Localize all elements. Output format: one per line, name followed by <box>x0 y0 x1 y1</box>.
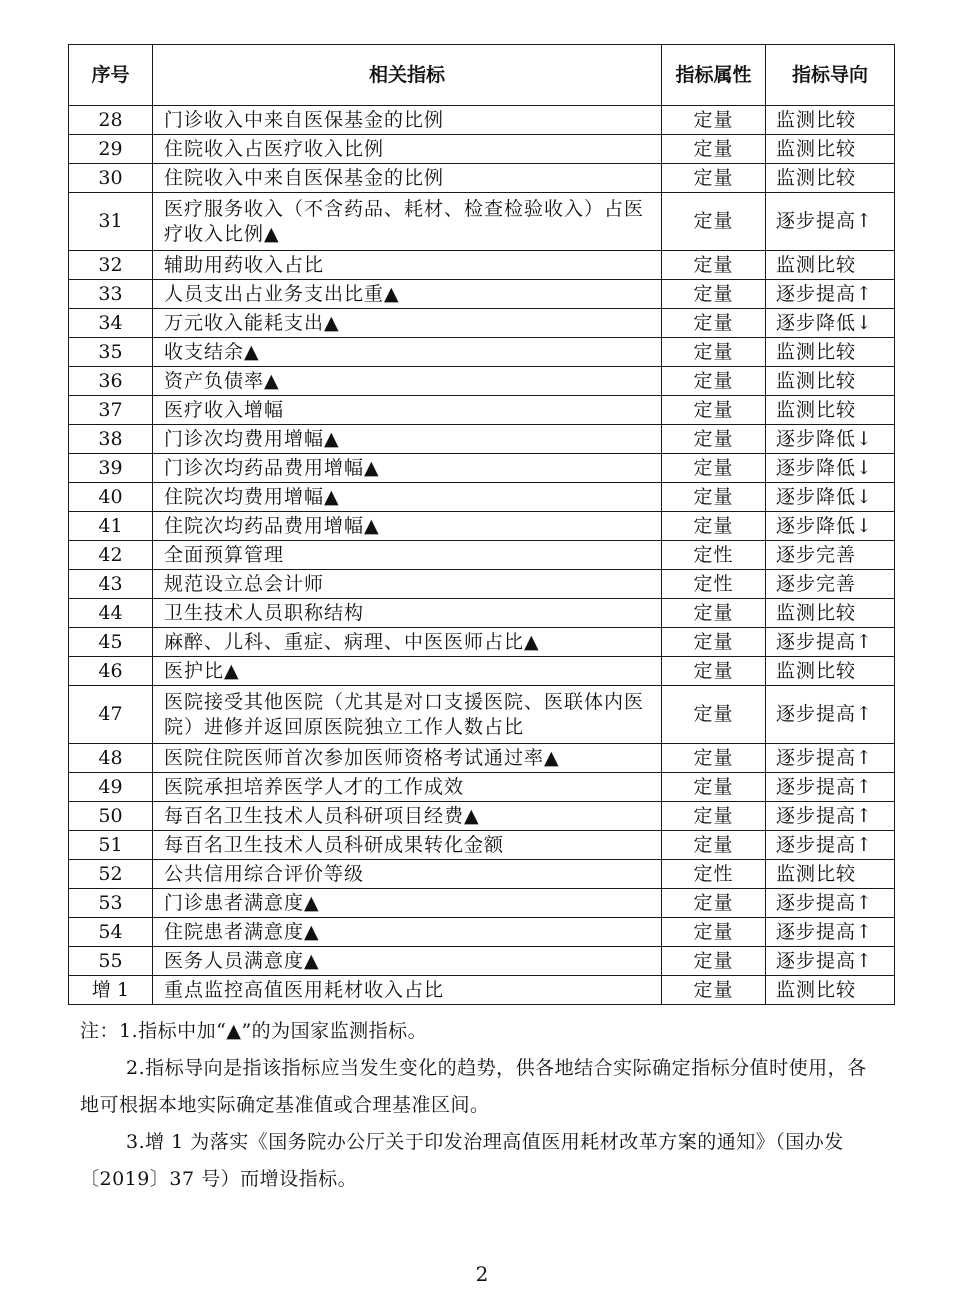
row-direction: 监测比较 <box>766 599 895 628</box>
row-attribute: 定量 <box>662 657 766 686</box>
row-seq: 42 <box>69 541 153 570</box>
row-attribute: 定量 <box>662 106 766 135</box>
header-seq: 序号 <box>69 45 153 106</box>
row-indicator: 每百名卫生技术人员科研项目经费▲ <box>153 802 662 831</box>
row-direction: 监测比较 <box>766 976 895 1005</box>
row-indicator: 住院患者满意度▲ <box>153 918 662 947</box>
row-seq: 45 <box>69 628 153 657</box>
table-row <box>69 657 895 686</box>
row-attribute: 定量 <box>662 744 766 773</box>
table-row <box>69 193 895 251</box>
row-direction: 监测比较 <box>766 367 895 396</box>
row-seq: 43 <box>69 570 153 599</box>
row-direction: 逐步完善 <box>766 570 895 599</box>
row-attribute: 定量 <box>662 918 766 947</box>
row-seq: 41 <box>69 512 153 541</box>
row-attribute: 定量 <box>662 280 766 309</box>
table-row <box>69 338 895 367</box>
table-row <box>69 947 895 976</box>
table-row <box>69 483 895 512</box>
row-attribute: 定量 <box>662 512 766 541</box>
row-direction: 监测比较 <box>766 396 895 425</box>
row-direction: 逐步提高↑ <box>766 831 895 860</box>
row-seq: 39 <box>69 454 153 483</box>
row-attribute: 定量 <box>662 367 766 396</box>
table-row <box>69 628 895 657</box>
row-direction: 逐步降低↓ <box>766 483 895 512</box>
row-seq: 32 <box>69 251 153 280</box>
row-direction: 逐步提高↑ <box>766 193 895 251</box>
row-indicator: 医疗服务收入（不含药品、耗材、检查检验收入）占医疗收入比例▲ <box>153 193 662 251</box>
notes-section <box>80 1013 886 1198</box>
row-indicator: 医院住院医师首次参加医师资格考试通过率▲ <box>153 744 662 773</box>
row-attribute: 定量 <box>662 309 766 338</box>
table-row <box>69 541 895 570</box>
row-indicator: 麻醉、儿科、重症、病理、中医医师占比▲ <box>153 628 662 657</box>
row-direction: 监测比较 <box>766 338 895 367</box>
row-indicator: 全面预算管理 <box>153 541 662 570</box>
row-direction: 逐步提高↑ <box>766 280 895 309</box>
row-indicator: 住院收入占医疗收入比例 <box>153 135 662 164</box>
table-row <box>69 251 895 280</box>
table-row <box>69 512 895 541</box>
row-attribute: 定量 <box>662 251 766 280</box>
row-seq: 31 <box>69 193 153 251</box>
row-seq: 46 <box>69 657 153 686</box>
row-seq: 37 <box>69 396 153 425</box>
row-direction: 逐步提高↑ <box>766 686 895 744</box>
row-direction: 逐步完善 <box>766 541 895 570</box>
row-indicator: 资产负债率▲ <box>153 367 662 396</box>
row-attribute: 定量 <box>662 947 766 976</box>
row-attribute: 定量 <box>662 599 766 628</box>
table-row <box>69 454 895 483</box>
row-attribute: 定量 <box>662 773 766 802</box>
row-attribute: 定量 <box>662 454 766 483</box>
table-row <box>69 918 895 947</box>
row-seq: 28 <box>69 106 153 135</box>
row-seq: 29 <box>69 135 153 164</box>
row-indicator: 辅助用药收入占比 <box>153 251 662 280</box>
row-seq: 53 <box>69 889 153 918</box>
table-row <box>69 280 895 309</box>
row-seq: 49 <box>69 773 153 802</box>
table-row <box>69 773 895 802</box>
table-row <box>69 367 895 396</box>
row-seq: 52 <box>69 860 153 889</box>
row-attribute: 定量 <box>662 831 766 860</box>
row-seq: 30 <box>69 164 153 193</box>
table-row <box>69 570 895 599</box>
row-direction: 监测比较 <box>766 106 895 135</box>
row-direction: 逐步提高↑ <box>766 773 895 802</box>
row-indicator: 住院收入中来自医保基金的比例 <box>153 164 662 193</box>
row-indicator: 卫生技术人员职称结构 <box>153 599 662 628</box>
row-direction: 监测比较 <box>766 251 895 280</box>
indicator-table <box>68 44 895 1005</box>
row-seq: 36 <box>69 367 153 396</box>
row-seq: 33 <box>69 280 153 309</box>
table-row <box>69 976 895 1005</box>
row-seq: 增 1 <box>69 976 153 1005</box>
row-indicator: 住院次均药品费用增幅▲ <box>153 512 662 541</box>
row-seq: 51 <box>69 831 153 860</box>
row-direction: 监测比较 <box>766 164 895 193</box>
row-indicator: 门诊患者满意度▲ <box>153 889 662 918</box>
row-indicator: 规范设立总会计师 <box>153 570 662 599</box>
row-seq: 54 <box>69 918 153 947</box>
row-attribute: 定量 <box>662 686 766 744</box>
row-indicator: 门诊次均药品费用增幅▲ <box>153 454 662 483</box>
row-attribute: 定性 <box>662 570 766 599</box>
row-direction: 逐步提高↑ <box>766 889 895 918</box>
row-attribute: 定性 <box>662 860 766 889</box>
row-direction: 逐步降低↓ <box>766 425 895 454</box>
table-row <box>69 135 895 164</box>
table-row <box>69 309 895 338</box>
row-indicator: 每百名卫生技术人员科研成果转化金额 <box>153 831 662 860</box>
note-1: 注：1.指标中加“▲”的为国家监测指标。 <box>80 1020 428 1042</box>
row-indicator: 重点监控高值医用耗材收入占比 <box>153 976 662 1005</box>
row-indicator: 收支结余▲ <box>153 338 662 367</box>
row-indicator: 医院接受其他医院（尤其是对口支援医院、医联体内医院）进修并返回原医院独立工作人数占比 <box>153 686 662 744</box>
table-row <box>69 686 895 744</box>
row-attribute: 定性 <box>662 541 766 570</box>
note-2: 2.指标导向是指该指标应当发生变化的趋势，供各地结合实际确定指标分值时使用，各地可根据本地实际确定基准值或合理基准区间。 <box>80 1057 867 1116</box>
row-direction: 逐步提高↑ <box>766 802 895 831</box>
row-direction: 监测比较 <box>766 657 895 686</box>
header-indicator: 相关指标 <box>153 45 662 106</box>
table-row <box>69 106 895 135</box>
row-attribute: 定量 <box>662 976 766 1005</box>
table-row <box>69 425 895 454</box>
row-seq: 55 <box>69 947 153 976</box>
row-direction: 逐步提高↑ <box>766 744 895 773</box>
row-attribute: 定量 <box>662 396 766 425</box>
page-number: 2 <box>475 1262 489 1286</box>
row-indicator: 门诊次均费用增幅▲ <box>153 425 662 454</box>
row-direction: 逐步降低↓ <box>766 454 895 483</box>
row-indicator: 公共信用综合评价等级 <box>153 860 662 889</box>
table-row <box>69 831 895 860</box>
table-row <box>69 802 895 831</box>
row-attribute: 定量 <box>662 889 766 918</box>
table-row <box>69 860 895 889</box>
table-row <box>69 744 895 773</box>
table-row <box>69 396 895 425</box>
row-direction: 监测比较 <box>766 135 895 164</box>
row-direction: 逐步提高↑ <box>766 628 895 657</box>
table-row <box>69 164 895 193</box>
row-indicator: 人员支出占业务支出比重▲ <box>153 280 662 309</box>
row-direction: 逐步降低↓ <box>766 512 895 541</box>
row-seq: 50 <box>69 802 153 831</box>
row-direction: 监测比较 <box>766 860 895 889</box>
row-direction: 逐步降低↓ <box>766 309 895 338</box>
row-seq: 47 <box>69 686 153 744</box>
row-direction: 逐步提高↑ <box>766 947 895 976</box>
note-3: 3.增 1 为落实《国务院办公厅关于印发治理高值医用耗材改革方案的通知》（国办发〔2019〕37 号）而增设指标。 <box>80 1131 844 1190</box>
row-attribute: 定量 <box>662 483 766 512</box>
row-indicator: 门诊收入中来自医保基金的比例 <box>153 106 662 135</box>
row-seq: 38 <box>69 425 153 454</box>
row-attribute: 定量 <box>662 802 766 831</box>
row-indicator: 医务人员满意度▲ <box>153 947 662 976</box>
row-indicator: 医疗收入增幅 <box>153 396 662 425</box>
row-indicator: 医护比▲ <box>153 657 662 686</box>
row-seq: 40 <box>69 483 153 512</box>
row-seq: 35 <box>69 338 153 367</box>
row-seq: 34 <box>69 309 153 338</box>
row-indicator: 医院承担培养医学人才的工作成效 <box>153 773 662 802</box>
header-attribute: 指标属性 <box>662 45 766 106</box>
row-indicator: 住院次均费用增幅▲ <box>153 483 662 512</box>
row-seq: 48 <box>69 744 153 773</box>
table-row <box>69 889 895 918</box>
row-direction: 逐步提高↑ <box>766 918 895 947</box>
table-header-row <box>69 45 895 106</box>
row-attribute: 定量 <box>662 425 766 454</box>
row-attribute: 定量 <box>662 628 766 657</box>
row-indicator: 万元收入能耗支出▲ <box>153 309 662 338</box>
row-attribute: 定量 <box>662 193 766 251</box>
header-direction: 指标导向 <box>766 45 895 106</box>
row-seq: 44 <box>69 599 153 628</box>
row-attribute: 定量 <box>662 164 766 193</box>
row-attribute: 定量 <box>662 135 766 164</box>
table-row <box>69 599 895 628</box>
row-attribute: 定量 <box>662 338 766 367</box>
